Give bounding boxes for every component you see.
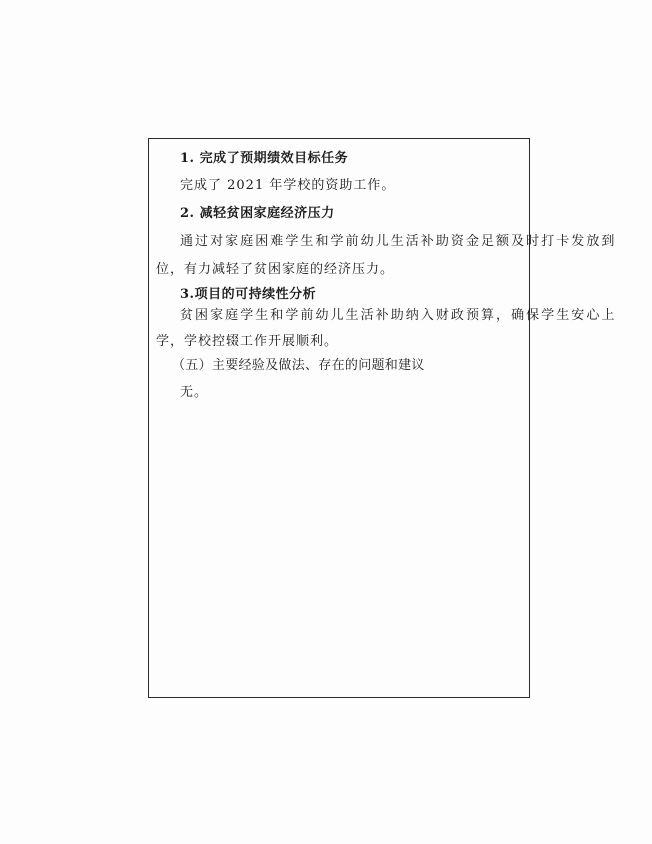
subsection-body: 无。 <box>180 385 209 400</box>
section-3-heading: 3.项目的可持续性分析 <box>180 287 317 302</box>
section-1-heading: 1. 完成了预期绩效目标任务 <box>180 151 349 166</box>
section-1-body: 完成了 2021 年学校的资助工作。 <box>180 178 396 193</box>
section-3-body-line-2: 学，学校控辍工作开展顺利。 <box>156 334 339 349</box>
content-box <box>148 138 530 698</box>
section-2-body-line-1: 通过对家庭困难学生和学前幼儿生活补助资金足额及时打卡发放到 <box>180 234 617 249</box>
subsection-title: （五）主要经验及做法、存在的问题和建议 <box>172 358 425 373</box>
section-3-body-line-1: 贫困家庭学生和学前幼儿生活补助纳入财政预算，确保学生安心上 <box>180 308 617 323</box>
section-2-body-line-2: 位，有力减轻了贫困家庭的经济压力。 <box>156 262 395 277</box>
section-2-heading: 2. 减轻贫困家庭经济压力 <box>180 206 335 221</box>
